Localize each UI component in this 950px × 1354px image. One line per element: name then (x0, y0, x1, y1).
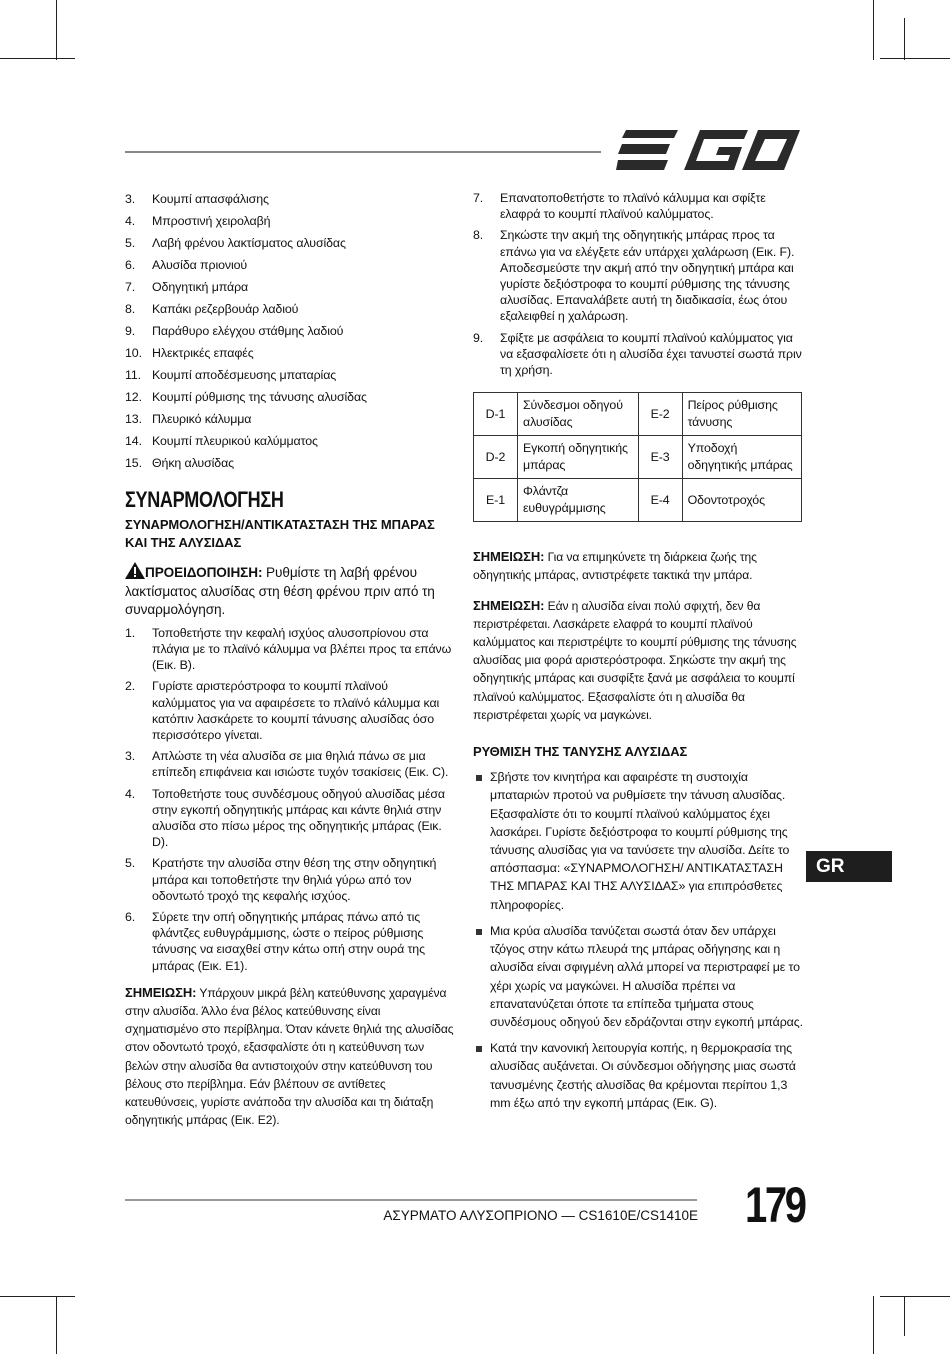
item-text: Λαβή φρένου λακτίσματος αλυσίδας (152, 236, 346, 250)
bullet-item: Σβήστε τον κινητήρα και αφαιρέστε τη συστοιχία μπαταριών προτού να ρυθμίσετε την τάνυση αλυσίδας. Εξασφαλίστε ότι το κουμπί πλαϊνού καλύμματος έχει λασκάρει. Γυρίστε δεξιόστροφα το κουμπί ρύθμισης της τάνυσης αλυσίδας για να τανύσετε την αλυσίδα. Δείτε το απόσπασμα: «ΣΥΝΑΡΜΟΛΟΓΗΣΗ/ ΑΝΤΙΚΑΤΑΣΤΑΣΗ ΤΗΣ ΜΠΑΡΑΣ ΚΑΙ ΤΗΣ ΑΛΥΣΙΔΑΣ» για επιπρόσθετες πληροφορίες. (473, 768, 803, 914)
step-item (125, 855, 455, 904)
warning-triangle-icon (125, 562, 145, 579)
list-item (125, 432, 455, 454)
crop-mark (873, 0, 874, 60)
left-column (125, 190, 455, 1129)
item-number: 15. (125, 456, 142, 470)
list-item (125, 410, 455, 432)
item-number: 4. (125, 214, 136, 228)
item-number: 12. (125, 390, 142, 404)
item-number: 6. (125, 258, 136, 272)
item-number: 3. (125, 192, 136, 206)
parts-list (125, 190, 455, 476)
note-block (473, 548, 803, 584)
part-code: E-4 (638, 479, 682, 522)
step-number: 7. (473, 191, 484, 205)
list-item (125, 256, 455, 278)
reference-table (473, 392, 802, 522)
part-code: E-2 (638, 393, 682, 436)
step-number: 1. (125, 625, 136, 640)
step-number: 6. (125, 909, 136, 924)
note-label: ΣΗΜΕΙΩΣΗ: (125, 984, 197, 1000)
item-text: Κουμπί πλευρικού καλύμματος (152, 434, 318, 448)
list-item (125, 212, 455, 234)
step-item (473, 227, 803, 324)
section-title: ΣΥΝΑΡΜΟΛΟΓΗΣΗ (125, 487, 284, 512)
crop-mark (880, 58, 950, 59)
adjust-bullets (473, 768, 803, 1112)
item-text: Παράθυρο ελέγχου στάθμης λαδιού (152, 324, 344, 338)
item-text: Οδηγητική μπάρα (152, 280, 249, 294)
note-text: Εάν η αλυσίδα είναι πολύ σφιχτή, δεν θα περιστρέφεται. Λασκάρετε ελαφρά το κουμπί πλαϊνού καλύμματος και περιστρέψτε το κουμπί ρύθμισης της τάνυσης αλυσίδας μια φορά αριστερόστροφα. Σηκώστε την ακμή της οδηγητικής μπάρας και συσφίξτε ξανά με ασφάλεια το κουμπί πλαϊνού καλύμματος. Εξασφαλίστε ότι η αλυσίδα θα περιστρέφεται χωρίς να μαγκώνει. (473, 598, 797, 722)
step-number: 9. (473, 330, 484, 345)
step-number: 4. (125, 786, 136, 801)
note-text: Για να επιμηκύνετε τη διάρκεια ζωής της οδηγητικής μπάρας, αντιστρέφετε τακτικά την μπάρα. (473, 550, 757, 583)
step-number: 3. (125, 749, 136, 764)
list-item (125, 366, 455, 388)
step-item (125, 909, 455, 974)
note-label: ΣΗΜΕΙΩΣΗ: (473, 549, 545, 565)
right-column (473, 190, 803, 1120)
step-text: Σφίξτε με ασφάλεια το κουμπί πλαϊνού καλύμματος για να εξασφαλίσετε ότι η αλυσίδα έχει τανυστεί σωστά πριν τη χρήση. (500, 330, 802, 378)
list-item (125, 388, 455, 410)
part-code: D-2 (474, 436, 518, 479)
language-tab: GR (806, 851, 892, 882)
header-rule (125, 151, 601, 153)
item-text: Καπάκι ρεζερβουάρ λαδιού (152, 302, 299, 316)
step-text: Τοποθετήστε την κεφαλή ισχύος αλυσοπρίονου στα πλάγια με το πλαϊνό κάλυμμα να βλέπει προς τα επάνω (Εικ. B). (152, 625, 452, 673)
step-item (473, 330, 803, 379)
page-number: 179 (745, 1177, 805, 1233)
footer-rule (125, 1199, 697, 1201)
adjust-title: ΡΥΘΜΙΣΗ ΤΗΣ ΤΑΝΥΣΗΣ ΑΛΥΣΙΔΑΣ (473, 744, 688, 760)
list-item (125, 234, 455, 256)
crop-mark (56, 0, 57, 60)
table-row (474, 436, 802, 479)
step-text: Τοποθετήστε τους συνδέσμους οδηγού αλυσίδας μέσα στην εγκοπή οδηγητικής μπάρας και κάντε θηλιά στην αλυσίδα στο πίσω μέρος της οδηγητικής μπάρας (Εικ. D). (152, 786, 445, 850)
item-number: 9. (125, 324, 136, 338)
part-code: E-1 (474, 479, 518, 522)
footer-text: ΑΣΥΡΜΑΤΟ ΑΛΥΣΟΠΡΙΟΝΟ — CS1610E/CS1410E (383, 1208, 698, 1223)
note-label: ΣΗΜΕΙΩΣΗ: (473, 597, 545, 613)
step-text: Γυρίστε αριστερόστροφα το κουμπί πλαϊνού καλύμματος για να αφαιρέσετε το πλαϊνό κάλυμμα και κατόπιν λασκάρετε το κουμπί τάνυσης αλυσίδας όσο περισσότερο γίνεται. (152, 679, 440, 742)
table-row (474, 393, 802, 436)
list-item (125, 300, 455, 322)
step-number: 8. (473, 228, 484, 243)
step-item (473, 190, 803, 222)
assembly-steps-continued (473, 190, 803, 378)
subsection-title: ΣΥΝΑΡΜΟΛΟΓΗΣΗ/ΑΝΤΙΚΑΤΑΣΤΑΣΗ ΤΗΣ ΜΠΑΡΑΣ ΚΑΙ ΤΗΣ ΑΛΥΣΙΔΑΣ (125, 517, 435, 551)
part-name: Πείρος ρύθμισης τάνυσης (682, 393, 801, 436)
crop-mark (904, 1296, 905, 1336)
step-number: 2. (125, 679, 136, 694)
item-text: Θήκη αλυσίδας (152, 456, 235, 470)
step-item (125, 678, 455, 743)
step-text: Κρατήστε την αλυσίδα στην θέση της στην οδηγητική μπάρα και τοποθετήστε την θηλιά γύρω από τον οδοντωτό τροχό της κεφαλής ισχύος. (152, 856, 437, 903)
item-number: 11. (125, 368, 142, 382)
crop-mark (0, 58, 75, 59)
crop-mark (0, 1296, 75, 1297)
note-block (125, 984, 455, 1130)
step-number: 5. (125, 856, 136, 871)
part-code: D-1 (474, 393, 518, 436)
item-number: 13. (125, 412, 142, 426)
item-number: 14. (125, 434, 142, 448)
bullet-item: Κατά την κανονική λειτουργία κοπής, η θερμοκρασία της αλυσίδας αυξάνεται. Οι σύνδεσμοι οδήγησης μιας σωστά τανυσμένης ζεστής αλυσίδας θα κρέμονται περίπου 1,3 mm έξω από την εγκοπή μπάρας (Εικ. G). (473, 1039, 803, 1112)
crop-mark (880, 1296, 950, 1297)
ego-logo (616, 128, 800, 172)
step-text: Απλώστε τη νέα αλυσίδα σε μια θηλιά πάνω σε μια επίπεδη επιφάνεια και ισιώστε τυχόν τσακίσεις (Εικ. C). (152, 749, 449, 780)
part-name: Εγκοπή οδηγητικής μπάρας (518, 436, 639, 479)
item-number: 10. (125, 346, 142, 360)
step-text: Σηκώστε την ακμή της οδηγητικής μπάρας προς τα επάνω για να ελέγξετε εάν υπάρχει χαλάρωση (Εικ. F). Αποδεσμεύστε την ακμή από την οδηγητική μπάρα και γυρίστε δεξιόστροφα το κουμπί ρύθμισης της τάνυσης αλυσίδας. Επαναλάβετε αυτή τη διαδικασία, έως ότου εξαλειφθεί η χαλάρωση. (500, 228, 795, 324)
list-item (125, 278, 455, 300)
list-item (125, 190, 455, 212)
list-item (125, 454, 455, 476)
step-item (125, 748, 455, 780)
crop-mark (904, 18, 905, 60)
part-name: Οδοντοτροχός (682, 479, 801, 522)
warning-text: Ρυθμίστε τη λαβή φρένου λακτίσματος αλυσίδας στη θέση φρένου πριν από τη συναρμολόγηση. (125, 565, 435, 618)
bullet-item: Μια κρύα αλυσίδα τανύζεται σωστά όταν δεν υπάρχει τζόγος στην κάτω πλευρά της μπάρας οδήγησης και η αλυσίδα είναι σφιγμένη αλλά μπορεί να περιστραφεί με το χέρι χωρίς να μαγκώνει. Η αλυσίδα πρέπει να επανατανύζεται όποτε τα επίπεδα τμήματα στους συνδέσμους οδηγού δεν εδράζονται στην εγκοπή μπάρας. (473, 922, 803, 1031)
list-item (125, 344, 455, 366)
crop-mark (873, 1296, 874, 1354)
item-text: Ηλεκτρικές επαφές (152, 346, 254, 360)
item-text: Αλυσίδα πριονιού (152, 258, 248, 272)
part-name: Υποδοχή οδηγητικής μπάρας (682, 436, 801, 479)
item-number: 5. (125, 236, 136, 250)
item-text: Κουμπί απασφάλισης (152, 192, 269, 206)
step-text: Σύρετε την οπή οδηγητικής μπάρας πάνω από τις φλάντζες ευθυγράμμισης, ώστε ο πείρος ρύθμισης τάνυσης να εισαχθεί στην κάτω οπή στην ουρά της μπάρας (Εικ. E1). (152, 909, 425, 973)
part-name: Φλάντζα ευθυγράμμισης (518, 479, 639, 522)
step-item (125, 786, 455, 851)
item-text: Μπροστινή χειρολαβή (152, 214, 271, 228)
note-block (473, 597, 803, 724)
item-number: 7. (125, 280, 136, 294)
step-item (125, 625, 455, 674)
crop-mark (56, 1296, 57, 1354)
part-name: Σύνδεσμοι οδηγού αλυσίδας (518, 393, 639, 436)
step-text: Επανατοποθετήστε το πλαϊνό κάλυμμα και σφίξτε ελαφρά το κουμπί πλαϊνού καλύμματος. (500, 191, 766, 222)
item-text: Πλευρικό κάλυμμα (152, 412, 252, 426)
part-code: E-3 (638, 436, 682, 479)
warning-label: ΠΡΟΕΙΔΟΠΟΙΗΣΗ: (145, 565, 263, 581)
table-row (474, 479, 802, 522)
item-text: Κουμπί ρύθμισης της τάνυσης αλυσίδας (152, 390, 367, 404)
item-text: Κουμπί αποδέσμευσης μπαταρίας (152, 368, 337, 382)
item-number: 8. (125, 302, 136, 316)
note-text: Υπάρχουν μικρά βέλη κατεύθυνσης χαραγμένα στην αλυσίδα. Άλλο ένα βέλος κατεύθυνσης είναι σχηματισμένο στο περίβλημα. Όταν κάνετε θηλιά της αλυσίδας στον οδοντωτό τροχό, εξασφαλίστε ότι η κατεύθυνση των βελών στην αλυσίδα θα αντιστοιχούν στην κατεύθυνση του βέλους στο περίβλημα. Εάν βλέπουν σε αντίθετες κατευθύνσεις, γυρίστε ανάποδα την αλυσίδα και τη διάταξη οδηγητικής μπάρας (Εικ. E2). (125, 985, 454, 1128)
warning-block (125, 562, 455, 620)
assembly-steps (125, 625, 455, 974)
list-item (125, 322, 455, 344)
